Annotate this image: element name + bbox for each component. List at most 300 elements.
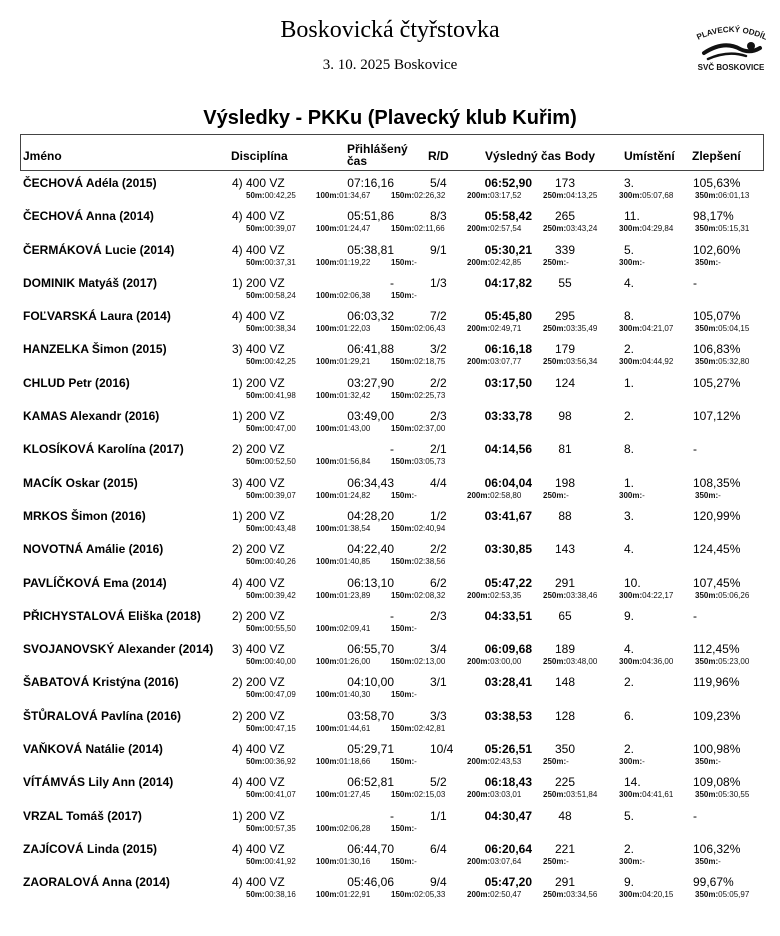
split-label: 200m:: [467, 224, 491, 234]
athlete-name: VÍTÁMVÁS Lily Ann (2014): [23, 775, 174, 790]
split-50m: [246, 757, 296, 766]
placement: 3.: [624, 508, 635, 523]
split-value: 00:52,50: [264, 457, 296, 467]
split-250m: [543, 657, 597, 666]
split-value: 00:39,42: [264, 590, 296, 600]
athlete-name: MRKOS Šimon (2016): [23, 508, 146, 523]
final-time: 03:41,67: [484, 508, 532, 523]
split-value: 01:24,47: [339, 224, 371, 234]
split-label: 350m:: [695, 590, 719, 600]
points: 124: [554, 375, 576, 390]
table-row: [0, 374, 780, 407]
split-label: 100m:: [316, 523, 340, 533]
split-value: 02:15,03: [414, 790, 446, 800]
athlete-name: FOĽVARSKÁ Laura (2014): [23, 309, 171, 324]
table-row: [0, 607, 780, 640]
placement: 8.: [624, 442, 635, 457]
split-350m: [695, 857, 721, 866]
split-label: 100m:: [316, 290, 340, 300]
split-50m: [246, 591, 296, 600]
improvement: -: [693, 275, 697, 290]
split-value: -: [566, 757, 569, 767]
split-200m: [467, 890, 521, 899]
split-150m: [391, 724, 445, 733]
entry-time: 03:49,00: [347, 409, 394, 424]
split-100m: [316, 457, 370, 466]
split-value: 05:04,15: [718, 324, 750, 334]
placement: 2.: [624, 342, 635, 357]
split-50m: [246, 291, 296, 300]
split-value: -: [414, 257, 417, 267]
split-150m: [391, 357, 445, 366]
split-200m: [467, 258, 521, 267]
split-value: 04:22,17: [642, 590, 674, 600]
split-label: 50m:: [246, 224, 265, 234]
event-date-location: 3. 10. 2025 Boskovice: [322, 57, 458, 73]
split-label: 100m:: [316, 890, 340, 900]
split-label: 300m:: [619, 490, 643, 500]
athlete-name: ZAJÍCOVÁ Linda (2015): [23, 841, 158, 856]
split-label: 100m:: [316, 490, 340, 500]
split-label: 250m:: [543, 191, 567, 200]
split-label: 150m:: [391, 623, 415, 633]
split-value: 01:29,21: [339, 357, 371, 367]
split-350m: [695, 757, 721, 766]
athlete-name: KLOSÍKOVÁ Karolína (2017): [23, 442, 184, 457]
final-time: 06:52,90: [484, 176, 532, 190]
split-300m: [619, 657, 673, 666]
table-row: [0, 773, 780, 806]
split-300m: [619, 857, 645, 866]
split-value: 02:09,41: [339, 623, 371, 633]
split-label: 100m:: [316, 224, 340, 234]
split-350m: [695, 324, 749, 333]
split-label: 100m:: [316, 324, 340, 334]
split-value: 05:07,68: [642, 191, 674, 200]
split-value: 02:57,54: [490, 224, 522, 234]
split-250m: [543, 191, 597, 200]
split-value: 00:39,07: [264, 224, 296, 234]
split-value: 05:32,80: [718, 357, 750, 367]
split-value: 04:44,92: [642, 357, 674, 367]
split-label: 100m:: [316, 856, 340, 866]
split-50m: [246, 258, 296, 267]
split-150m: [391, 324, 445, 333]
athlete-name: HANZELKA Šimon (2015): [23, 342, 167, 357]
table-row: [0, 673, 780, 706]
placement: 2.: [624, 742, 635, 757]
placement: 4.: [624, 642, 635, 657]
split-100m: [316, 524, 370, 533]
heat-lane: 1/2: [430, 508, 447, 523]
table-row: [0, 574, 780, 607]
split-200m: [467, 224, 521, 233]
heat-lane: 3/2: [430, 342, 447, 357]
split-label: 350m:: [695, 657, 719, 667]
split-label: 300m:: [619, 191, 643, 200]
heat-lane: 2/1: [430, 442, 447, 457]
split-100m: [316, 724, 370, 733]
final-time: 04:14,56: [484, 442, 532, 457]
split-value: 02:58,80: [490, 490, 522, 500]
discipline: 1) 200 VZ: [232, 508, 285, 523]
split-value: 02:25,73: [414, 390, 446, 400]
split-label: 150m:: [391, 257, 415, 267]
entry-time: 04:10,00: [347, 675, 394, 690]
split-300m: [619, 491, 645, 500]
final-time: 06:04,04: [484, 475, 532, 490]
split-label: 350m:: [695, 357, 719, 367]
split-value: -: [642, 257, 645, 267]
split-label: 100m:: [316, 657, 340, 667]
discipline: 4) 400 VZ: [232, 209, 285, 224]
split-label: 50m:: [246, 357, 265, 367]
final-time: 05:47,22: [484, 575, 532, 590]
split-value: 00:36,92: [264, 757, 296, 767]
split-value: -: [718, 490, 721, 500]
event-title: Boskovická čtyřstovka: [280, 17, 500, 43]
split-150m: [391, 524, 445, 533]
heat-lane: 9/4: [430, 875, 447, 890]
split-250m: [543, 790, 597, 799]
split-250m: [543, 491, 569, 500]
athlete-name: DOMINIK Matyáš (2017): [23, 275, 158, 290]
split-value: 00:58,24: [264, 290, 296, 300]
split-label: 50m:: [246, 557, 265, 567]
entry-time: 07:16,16: [347, 176, 394, 190]
discipline: 4) 400 VZ: [232, 841, 285, 856]
entry-time: 05:29,71: [347, 742, 394, 757]
table-row: [0, 241, 780, 274]
split-value: 01:30,16: [339, 856, 371, 866]
improvement: 107,45%: [693, 575, 741, 590]
split-label: 250m:: [543, 224, 567, 234]
final-time: 03:17,50: [484, 375, 532, 390]
discipline: 4) 400 VZ: [232, 309, 285, 324]
split-value: 00:47,09: [264, 690, 296, 700]
split-label: 50m:: [246, 424, 265, 434]
table-row: [0, 807, 780, 840]
split-label: 150m:: [391, 357, 415, 367]
improvement: 105,63%: [693, 176, 741, 190]
table-row: [0, 340, 780, 373]
split-value: 00:38,34: [264, 324, 296, 334]
split-label: 50m:: [246, 690, 265, 700]
heat-lane: 6/4: [430, 841, 447, 856]
split-300m: [619, 591, 673, 600]
improvement: 99,67%: [693, 875, 734, 890]
split-100m: [316, 591, 370, 600]
points: 173: [554, 176, 576, 190]
points: 339: [554, 242, 576, 257]
heat-lane: 3/4: [430, 642, 447, 657]
heat-lane: 2/2: [430, 542, 447, 557]
athlete-name: ŠABATOVÁ Kristýna (2016): [23, 675, 179, 690]
split-label: 150m:: [391, 557, 415, 567]
split-50m: [246, 324, 296, 333]
points: 81: [558, 442, 572, 457]
points: 48: [558, 808, 572, 823]
entry-time: 06:13,10: [347, 575, 394, 590]
improvement: 102,60%: [693, 242, 741, 257]
entry-time: -: [390, 808, 394, 823]
split-value: 01:27,45: [339, 790, 371, 800]
placement: 1.: [624, 475, 635, 490]
split-label: 350m:: [695, 490, 719, 500]
athlete-name: CHLUD Petr (2016): [23, 375, 130, 390]
split-label: 50m:: [246, 757, 265, 767]
discipline: 3) 400 VZ: [232, 642, 285, 657]
points: 265: [554, 209, 576, 224]
results-heading: Výsledky - PKKu (Plavecký klub Kuřim): [203, 107, 577, 129]
split-value: -: [566, 490, 569, 500]
split-100m: [316, 191, 370, 200]
final-time: 05:45,80: [484, 309, 532, 324]
split-100m: [316, 391, 370, 400]
placement: 10.: [624, 575, 641, 590]
split-label: 150m:: [391, 823, 415, 833]
col-rd-header: R/D: [428, 149, 449, 163]
split-label: 300m:: [619, 357, 643, 367]
split-value: 02:05,33: [414, 890, 446, 900]
split-label: 50m:: [246, 723, 265, 733]
discipline: 4) 400 VZ: [232, 875, 285, 890]
split-value: 04:20,15: [642, 890, 674, 900]
final-time: 03:38,53: [484, 708, 532, 723]
split-200m: [467, 191, 521, 200]
improvement: 105,27%: [693, 375, 741, 390]
split-value: 01:38,54: [339, 523, 371, 533]
split-300m: [619, 324, 673, 333]
placement: 8.: [624, 309, 635, 324]
heat-lane: 8/3: [430, 209, 447, 224]
split-label: 200m:: [467, 590, 491, 600]
points: 55: [558, 275, 572, 290]
final-time: 04:30,47: [484, 808, 532, 823]
entry-time: -: [390, 608, 394, 623]
final-time: 05:30,21: [484, 242, 532, 257]
split-value: -: [414, 290, 417, 300]
svg-text:PLAVECKÝ ODDÍL: PLAVECKÝ ODDÍL: [695, 24, 769, 42]
points: 198: [554, 475, 576, 490]
split-value: 05:06,26: [718, 590, 750, 600]
split-value: -: [414, 623, 417, 633]
heat-lane: 2/3: [430, 608, 447, 623]
split-150m: [391, 191, 445, 200]
split-value: -: [414, 490, 417, 500]
athlete-name: ČERMÁKOVÁ Lucie (2014): [23, 242, 175, 257]
split-50m: [246, 690, 296, 699]
split-50m: [246, 724, 296, 733]
entry-time: 04:22,40: [347, 542, 394, 557]
entry-time: 03:27,90: [347, 375, 394, 390]
placement: 2.: [624, 409, 635, 424]
entry-time: 05:46,06: [347, 875, 394, 890]
split-label: 350m:: [695, 856, 719, 866]
points: 291: [554, 875, 576, 890]
improvement: 109,23%: [693, 708, 741, 723]
split-label: 300m:: [619, 856, 643, 866]
table-row: [0, 540, 780, 573]
split-label: 100m:: [316, 557, 340, 567]
athlete-name: PAVLÍČKOVÁ Ema (2014): [23, 575, 167, 590]
split-label: 100m:: [316, 623, 340, 633]
split-label: 150m:: [391, 424, 415, 434]
split-150m: [391, 824, 417, 833]
placement: 6.: [624, 708, 635, 723]
split-value: 02:11,66: [414, 224, 445, 234]
final-time: 05:58,42: [484, 209, 532, 224]
placement: 5.: [624, 242, 635, 257]
split-50m: [246, 557, 296, 566]
split-value: 00:41,07: [264, 790, 296, 800]
split-value: 00:37,31: [264, 257, 296, 267]
split-label: 50m:: [246, 191, 265, 200]
split-value: 02:26,32: [414, 191, 446, 200]
placement: 2.: [624, 841, 635, 856]
table-row: [0, 474, 780, 507]
split-label: 100m:: [316, 424, 340, 434]
split-value: 02:42,85: [490, 257, 522, 267]
split-label: 50m:: [246, 390, 265, 400]
split-value: 01:56,84: [339, 457, 371, 467]
split-value: 00:47,15: [264, 723, 296, 733]
split-350m: [695, 357, 749, 366]
split-value: 00:41,98: [264, 390, 296, 400]
final-time: 05:47,20: [484, 875, 532, 890]
entry-time: -: [390, 442, 394, 457]
split-label: 100m:: [316, 457, 340, 467]
final-time: 06:20,64: [484, 841, 532, 856]
split-100m: [316, 857, 370, 866]
split-value: 00:57,35: [264, 823, 296, 833]
split-150m: [391, 624, 417, 633]
split-label: 250m:: [543, 357, 567, 367]
points: 148: [554, 675, 576, 690]
heat-lane: 3/1: [430, 675, 447, 690]
split-label: 150m:: [391, 890, 415, 900]
split-150m: [391, 291, 417, 300]
athlete-name: MACÍK Oskar (2015): [23, 475, 138, 490]
split-200m: [467, 324, 521, 333]
col-final-header: Výsledný čas: [485, 149, 562, 163]
split-value: 00:39,07: [264, 490, 296, 500]
split-value: -: [414, 856, 417, 866]
split-label: 350m:: [695, 757, 719, 767]
split-50m: [246, 857, 296, 866]
split-value: 02:40,94: [414, 523, 446, 533]
col-discipline-header: Disciplína: [231, 149, 288, 163]
split-label: 100m:: [316, 823, 340, 833]
entry-time: 06:41,88: [347, 342, 394, 357]
split-300m: [619, 357, 673, 366]
split-value: 03:17,52: [490, 191, 522, 200]
split-value: 02:06,28: [339, 823, 371, 833]
split-label: 350m:: [695, 224, 719, 234]
split-value: 01:34,67: [339, 191, 371, 200]
split-value: 03:05,73: [414, 457, 446, 467]
final-time: 06:09,68: [484, 642, 532, 657]
split-label: 200m:: [467, 490, 491, 500]
points: 295: [554, 309, 576, 324]
improvement: 106,32%: [693, 841, 741, 856]
improvement: 124,45%: [693, 542, 741, 557]
placement: 9.: [624, 875, 635, 890]
split-label: 50m:: [246, 290, 265, 300]
final-time: 03:33,78: [484, 409, 532, 424]
table-row: [0, 440, 780, 473]
split-100m: [316, 890, 370, 899]
improvement: -: [693, 608, 697, 623]
heat-lane: 10/4: [430, 742, 454, 757]
split-value: -: [718, 757, 721, 767]
split-label: 100m:: [316, 390, 340, 400]
split-label: 150m:: [391, 490, 415, 500]
split-value: 02:49,71: [490, 324, 522, 334]
athlete-name: VRZAL Tomáš (2017): [23, 808, 142, 823]
split-50m: [246, 491, 296, 500]
table-row: [0, 840, 780, 873]
split-value: -: [566, 856, 569, 866]
split-value: 01:19,22: [339, 257, 371, 267]
placement: 11.: [624, 209, 640, 224]
split-200m: [467, 357, 521, 366]
split-label: 350m:: [695, 790, 719, 800]
split-label: 50m:: [246, 890, 265, 900]
svg-text:SVČ BOSKOVICE: SVČ BOSKOVICE: [697, 63, 765, 72]
improvement: 105,07%: [693, 309, 741, 324]
col-entry-header-line1: Přihlášený: [347, 142, 408, 156]
split-label: 150m:: [391, 790, 415, 800]
split-value: 00:42,25: [264, 191, 296, 200]
split-250m: [543, 857, 569, 866]
split-label: 50m:: [246, 856, 265, 866]
split-150m: [391, 557, 445, 566]
improvement: 107,12%: [693, 409, 741, 424]
discipline: 1) 200 VZ: [232, 375, 285, 390]
discipline: 2) 200 VZ: [232, 542, 285, 557]
split-300m: [619, 191, 673, 200]
split-value: 00:47,00: [264, 424, 296, 434]
split-350m: [695, 258, 721, 267]
final-time: 03:28,41: [484, 675, 532, 690]
improvement: 108,35%: [693, 475, 741, 490]
split-label: 200m:: [467, 890, 491, 900]
split-100m: [316, 824, 370, 833]
split-label: 100m:: [316, 191, 340, 200]
split-value: -: [642, 757, 645, 767]
split-label: 150m:: [391, 324, 415, 334]
table-row: [0, 307, 780, 340]
points: 143: [554, 542, 576, 557]
split-label: 200m:: [467, 757, 491, 767]
discipline: 1) 200 VZ: [232, 808, 285, 823]
athlete-name: ČECHOVÁ Anna (2014): [23, 209, 154, 224]
split-100m: [316, 357, 370, 366]
split-value: 01:40,30: [339, 690, 371, 700]
final-time: 06:18,43: [484, 775, 532, 790]
split-200m: [467, 491, 521, 500]
split-label: 150m:: [391, 757, 415, 767]
split-100m: [316, 657, 370, 666]
split-100m: [316, 424, 370, 433]
discipline: 3) 400 VZ: [232, 475, 285, 490]
split-value: 01:22,91: [339, 890, 371, 900]
split-value: 04:21,07: [642, 324, 674, 334]
split-value: 00:55,50: [264, 623, 296, 633]
split-50m: [246, 824, 296, 833]
split-label: 200m:: [467, 657, 491, 667]
